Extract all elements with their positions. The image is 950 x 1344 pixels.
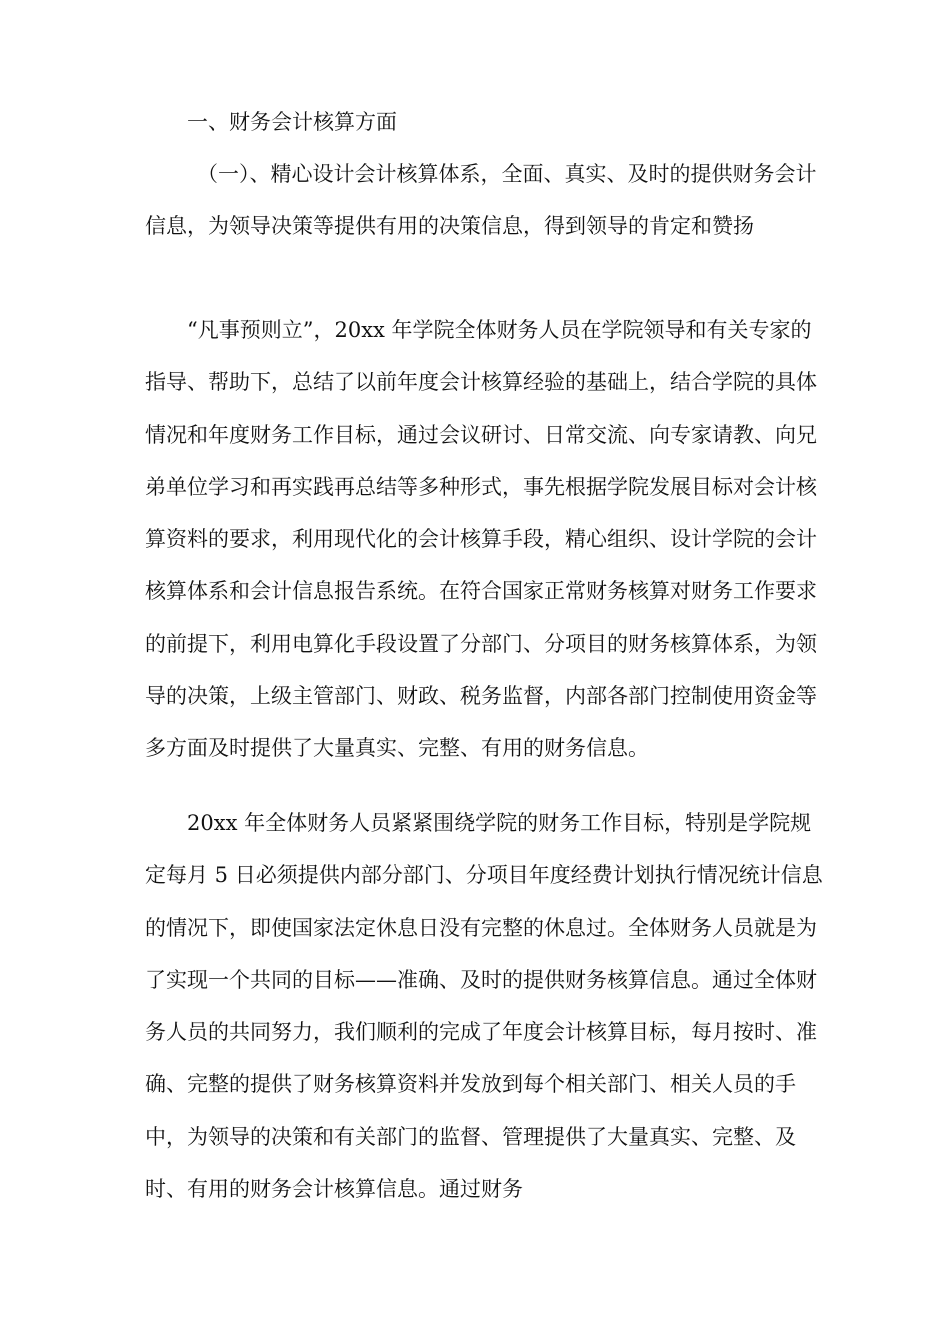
section-heading: 一、财务会计核算方面: [187, 110, 397, 134]
sub-heading: （一）、精心设计会计核算体系，全面、真实、及时的提供财务会计信息，为领导决策等提供有用的决策信息，得到领导的肯定和赞扬: [145, 162, 817, 239]
body-paragraph-2: 20xx 年全体财务人员紧紧围绕学院的财务工作目标，特别是学院规定每月 5 日必须提供内部分部门、分项目年度经费计划执行情况统计信息的情况下，即使国家法定休息日没有完整的休息过。全体财务人员就是为了实现一个共同的目标——准确、及时的提供财务核算信息。通过全体财务人员的共同努力，我们顺利的完成了年度会计核算目标，每月按时、准确、完整的提供了财务核算资料并发放到每个相关部门、相关人员的手中，为领导的决策和有关部门的监督、管理提供了大量真实、完整、及时、有用的财务会计核算信息。通过财务: [145, 811, 823, 1202]
body-paragraph-1: “凡事预则立”，20xx 年学院全体财务人员在学院领导和有关专家的指导、帮助下，总结了以前年度会计核算经验的基础上，结合学院的具体情况和年度财务工作目标，通过会议研讨、日常交流、向专家请教、向兄弟单位学习和再实践再总结等多种形式，事先根据学院发展目标对会计核算资料的要求，利用现代化的会计核算手段，精心组织、设计学院的会计核算体系和会计信息报告系统。在符合国家正常财务核算对财务工作要求的前提下，利用电算化手段设置了分部门、分项目的财务核算体系，为领导的决策，上级主管部门、财政、税务监督，内部各部门控制使用资金等多方面及时提供了大量真实、完整、有用的财务信息。: [145, 318, 817, 761]
